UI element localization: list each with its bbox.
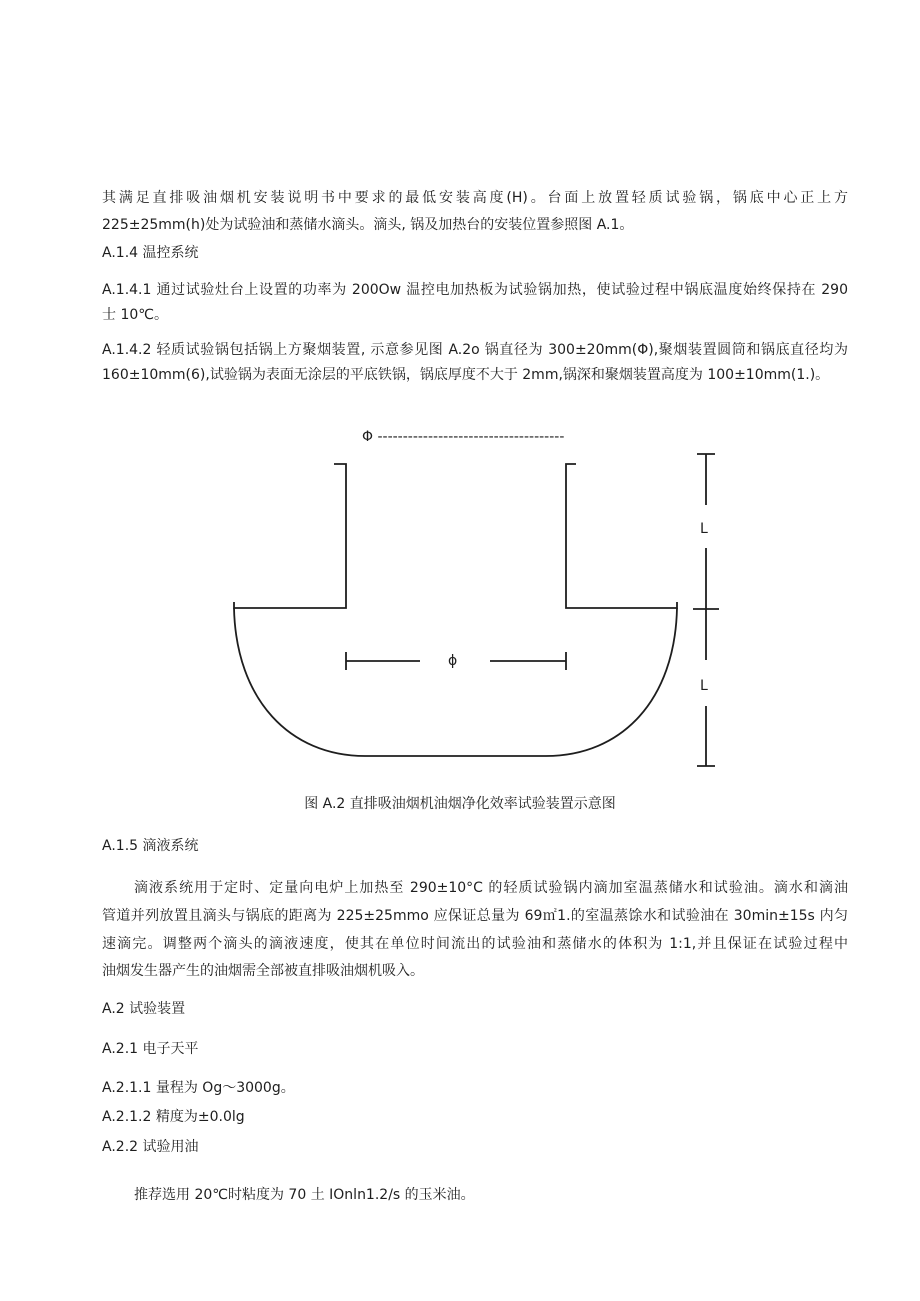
clause-a-2-2-text: 推荐选用 20℃时粘度为 70 土 IOnln1.2/s 的玉米油。 — [134, 1187, 475, 1203]
clause-a-2-1-2: A.2.1.2 精度为±0.0lg — [102, 1109, 245, 1125]
paragraph-1-line-1: 其满足直排吸油烟机安装说明书中要求的最低安装高度(H)。台面上放置轻质试验锅，锅底中心正上方 — [102, 190, 848, 206]
heading-a-1-4: A.1.4 温控系统 — [102, 245, 199, 261]
figure-top-diameter-label: Φ ------------------------------------- — [362, 429, 565, 445]
figure-height-label-upper: L — [700, 521, 708, 537]
figure-height-label-lower: L — [700, 678, 708, 694]
clause-a-1-5-line-3: 速滴完。调整两个滴头的滴液速度，使其在单位时间流出的试验油和蒸储水的体积为 1:1,并且保证在试验过程中 — [102, 936, 848, 952]
clause-a-1-4-2-line-2: 160±10mm(6),试验锅为表面无涂层的平底铁锅，锅底厚度不大于 2mm,锅深和聚烟装置高度为 100±10mm(1.)。 — [102, 367, 830, 383]
clause-a-1-4-2-line-1: A.1.4.2 轻质试验锅包括锅上方聚烟装置, 示意参见图 A.2o 锅直径为 300±20mm(Φ),聚烟装置圆筒和锅底直径均为 — [102, 342, 848, 358]
clause-a-1-4-1-line-2: 士 10℃。 — [102, 307, 168, 323]
clause-a-1-4-1-line-1: A.1.4.1 通过试验灶台上设置的功率为 200Ow 温控电加热板为试验锅加热，使试验过程中锅底温度始终保持在 290 — [102, 282, 848, 298]
left-wall — [234, 464, 346, 608]
figure-caption: 图 A.2 直排吸油烟机油烟净化效率试验装置示意图 — [304, 796, 616, 812]
clause-a-1-5-line-4: 油烟发生器产生的油烟需全部被直排吸油烟机吸入。 — [102, 963, 424, 979]
heading-a-2-1: A.2.1 电子天平 — [102, 1041, 199, 1057]
pot-bottom-curve — [234, 608, 677, 756]
right-wall — [566, 464, 677, 608]
clause-a-1-5-line-1: 滴液系统用于定时、定量向电炉上加热至 290±10°C 的轻质试验锅内滴加室温蒸储水和试验油。滴水和滴油 — [134, 880, 848, 896]
apparatus-diagram — [0, 420, 920, 780]
figure-inner-diameter-label: ϕ — [448, 653, 458, 669]
heading-a-2-2: A.2.2 试验用油 — [102, 1139, 199, 1155]
heading-a-1-5: A.1.5 滴液系统 — [102, 838, 199, 854]
clause-a-1-5-line-2: 管道并列放置且滴头与锅底的距离为 225±25mmo 应保证总量为 69㎡1.的室温蒸馀水和试验油在 30min±15s 内匀 — [102, 908, 848, 924]
clause-a-2-1-1: A.2.1.1 量程为 Og～3000g。 — [102, 1080, 295, 1096]
paragraph-1-line-2: 225±25mm(h)处为试验油和蒸储水滴头。滴头, 锅及加热台的安装位置参照图 A.1。 — [102, 217, 634, 233]
heading-a-2: A.2 试验装置 — [102, 1001, 186, 1017]
